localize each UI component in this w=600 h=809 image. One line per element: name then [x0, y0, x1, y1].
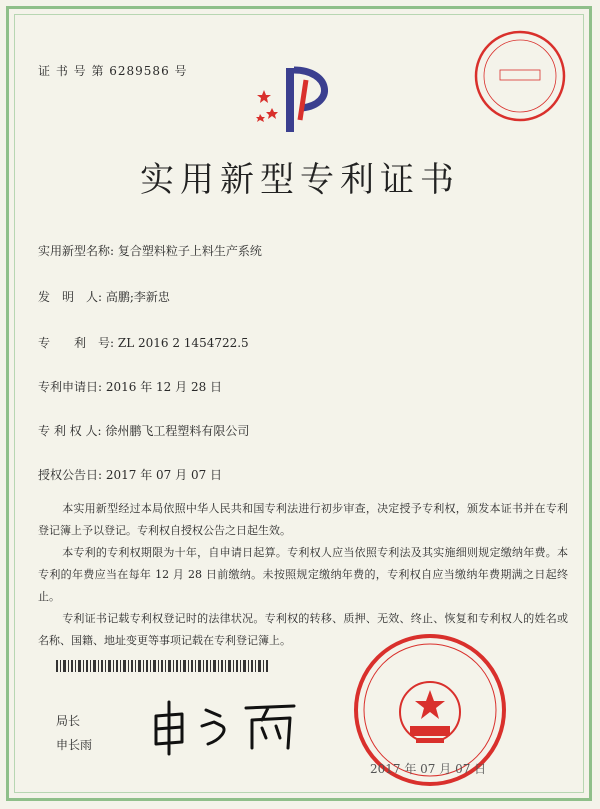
certificate-title: 实用新型专利证书: [140, 160, 460, 200]
patent-number-row: [38, 334, 249, 351]
inventor-label: 发 明 人:: [38, 290, 103, 304]
barcode: [56, 660, 271, 672]
utility-model-name-row: [38, 242, 262, 259]
patent-office-logo: [250, 60, 350, 140]
seal-date: 2017 年 07 月 07 日: [370, 762, 487, 776]
patent-owner-row: [38, 422, 249, 439]
patent-owner-value: 徐州鹏飞工程塑料有限公司: [105, 424, 250, 438]
filing-date-row: [38, 378, 222, 395]
body-paragraph: 本实用新型经过本局依照中华人民共和国专利法进行初步审查，决定授予专利权，颁发本证书并在专利登记簿上予以登记。专利权自授权公告之日起生效。: [38, 502, 568, 537]
announcement-date-value: 2017 年 07 月 07 日: [105, 468, 223, 482]
inventor-row: [38, 288, 170, 305]
inventor-value: 高鹏;李新忠: [105, 290, 170, 304]
director-title: 局长: [56, 714, 81, 728]
utility-model-name-value: 复合塑料粒子上料生产系统: [117, 244, 262, 258]
director-signature: [148, 696, 308, 756]
body-paragraph: 专利证书记载专利权登记时的法律状况。专利权的转移、质押、无效、终止、恢复和专利权人的姓名或名称、国籍、地址变更等事项记载在专利登记簿上。: [38, 612, 568, 647]
patent-owner-label: 专 利 权 人:: [38, 424, 102, 438]
announcement-date-row: [38, 466, 222, 483]
filing-date-label: 专利申请日:: [38, 380, 103, 394]
utility-model-name-label: 实用新型名称:: [38, 244, 115, 258]
certificate-body: [38, 498, 568, 652]
patent-number-value: ZL 2016 2 1454722.5: [117, 336, 249, 350]
director-name: 申长雨: [56, 738, 93, 752]
patent-agency-stamp: [470, 26, 570, 126]
filing-date-value: 2016 年 12 月 28 日: [105, 380, 223, 394]
certificate-number: 证 书 号 第 6289586 号: [38, 64, 188, 78]
body-paragraph: 本专利的专利权期限为十年，自申请日起算。专利权人应当依照专利法及其实施细则规定缴纳年费。本专利的年费应当在每年 12 月 28 日前缴纳。未按照规定缴纳年费的，专利权自应当缴纳年费期满之日起终止。: [38, 546, 568, 603]
announcement-date-label: 授权公告日:: [38, 468, 103, 482]
patent-number-label: 专 利 号:: [38, 336, 115, 350]
